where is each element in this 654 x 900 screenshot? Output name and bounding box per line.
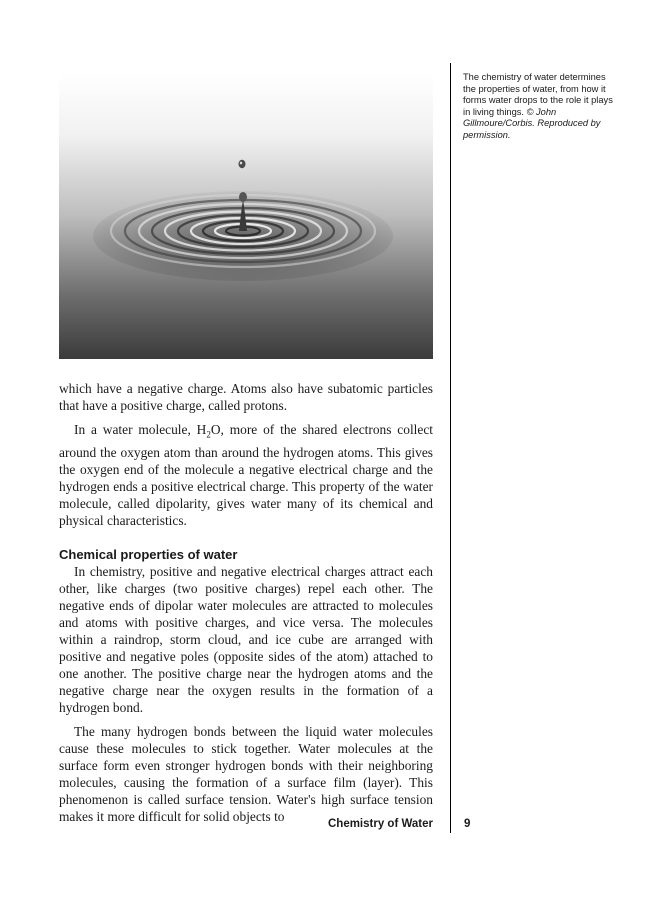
paragraph-1: which have a negative charge. Atoms also have subatomic particles that have a positive charge, called protons. [59, 381, 433, 413]
paragraph-4: The many hydrogen bonds between the liquid water molecules cause these molecules to stick together. Water molecules at the surface form even stronger hydrogen bonds with their neighboring molecules, causing the formation of a surface film (layer). This phenomenon is called surface tension. Water's high surface tension makes it more difficult for solid objects to [59, 723, 433, 824]
running-footer-title: Chemistry of Water [327, 818, 433, 830]
water-ripple-illustration [59, 73, 433, 359]
water-drop-photo [59, 73, 433, 359]
column-divider [450, 63, 451, 833]
paragraph-2 [59, 421, 433, 529]
paragraph-3: In chemistry, positive and negative electrical charges attract each other, like charges (two positive charges) repel each other. The negative ends of dipolar water molecules are attracted to molecules and atoms with positive charges, and vice versa. The molecules within a raindrop, storm cloud, and ice cube are arranged with positive and negative poles (opposite sides of the atom) attached to one another. The positive charge near the hydrogen atoms and the negative charge near the oxygen results in the formation of a hydrogen bond. [59, 563, 433, 715]
subscript: 2 [206, 429, 211, 440]
paragraph-2-end: O, more of the shared electrons collect around the oxygen atom than around the hydrogen atoms. This gives the oxygen end of the molecule a negative electrical charge and the hydrogen ends a positive electrical charge. This property of the water molecule, called dipolarity, gives water many of its chemical and physical characteristics. [59, 422, 433, 528]
caption-credit: © John Gillmoure/Corbis. Reproduced by permission. [463, 106, 601, 140]
page-number: 9 [464, 818, 471, 830]
paragraph-2-start: In a water molecule, H [74, 422, 207, 437]
caption-text: The chemistry of water determines the properties of water, from how it forms water drops to the role it plays in living things. [463, 72, 613, 117]
photo-caption [463, 72, 613, 142]
article-body [59, 380, 433, 832]
section-heading: Chemical properties of water [59, 546, 238, 562]
